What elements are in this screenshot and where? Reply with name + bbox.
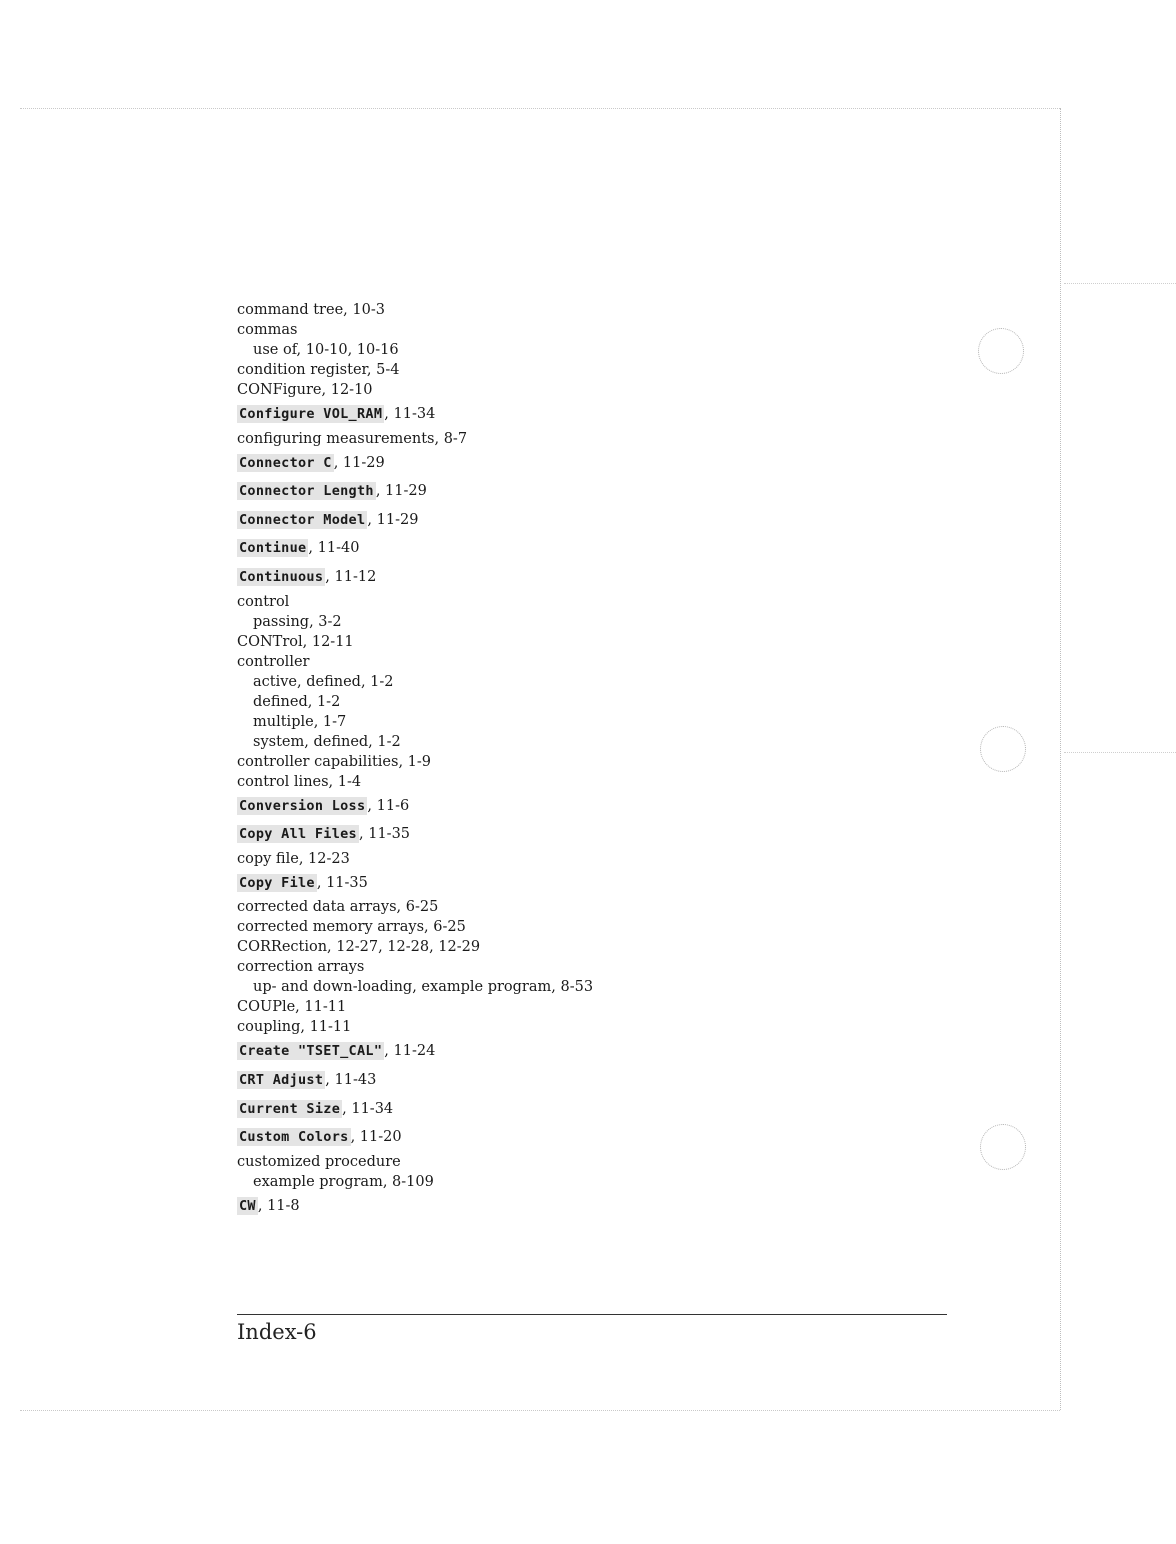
index-entry: [237, 477, 937, 506]
softkey-label: Copy File: [239, 874, 315, 891]
page-edge-top: [20, 108, 1060, 109]
softkey-label: Custom Colors: [239, 1129, 349, 1146]
index-entry: [237, 400, 937, 429]
softkey-label: Connector Model: [239, 511, 366, 528]
index-entry: [237, 534, 937, 563]
index-entry: [237, 917, 937, 937]
index-entry: [237, 937, 937, 957]
index-entry: [237, 360, 937, 380]
entry-text: , 11-20: [350, 1129, 402, 1146]
index-subentry: [237, 732, 937, 752]
entry-text: passing, 3-2: [253, 613, 342, 630]
entry-text: , 11-29: [375, 483, 427, 500]
entry-text: correction arrays: [237, 959, 365, 976]
index-entry: [237, 869, 937, 898]
entry-text: system, defined, 1-2: [253, 733, 401, 750]
binder-punch-hole: [978, 328, 1024, 374]
entry-text: , 11-29: [333, 454, 385, 471]
index-entry: [237, 1066, 937, 1095]
binder-punch-hole: [980, 1124, 1026, 1170]
entry-text: CONTrol, 12-11: [237, 633, 354, 650]
softkey-label: Conversion Loss: [239, 797, 366, 814]
softkey-label: Continuous: [239, 568, 324, 585]
index-entry: [237, 320, 937, 340]
index-entry: [237, 1152, 937, 1172]
index-entry: [237, 449, 937, 478]
entry-text: CONFigure, 12-10: [237, 382, 373, 398]
entry-text: controller capabilities, 1-9: [237, 753, 432, 770]
index-subentry: [237, 692, 937, 712]
index-entry: [237, 1037, 937, 1066]
footer-rule: [237, 1314, 947, 1315]
entry-text: corrected data arrays, 6-25: [237, 899, 439, 916]
page-edge-right: [1060, 108, 1061, 1410]
binder-punch-hole: [980, 726, 1026, 772]
entry-text: CORRection, 12-27, 12-28, 12-29: [237, 939, 481, 956]
index-subentry: [237, 1172, 937, 1192]
entry-text: multiple, 1-7: [253, 713, 347, 730]
index-entry: [237, 772, 937, 792]
softkey-label: Copy All Files: [239, 826, 357, 843]
index-entry: [237, 429, 937, 449]
entry-text: corrected memory arrays, 6-25: [237, 919, 466, 936]
index-entry: [237, 1123, 937, 1152]
entry-text: up- and down-loading, example program, 8-53: [253, 979, 594, 996]
entry-text: copy file, 12-23: [237, 850, 350, 867]
page-edge-bottom: [20, 1410, 1060, 1411]
entry-text: , 11-35: [316, 874, 368, 891]
entry-text: defined, 1-2: [253, 693, 341, 710]
index-entry: [237, 897, 937, 917]
index-subentry: [237, 340, 937, 360]
entry-text: , 11-35: [359, 826, 411, 843]
index-subentry: [237, 612, 937, 632]
softkey-label: Continue: [239, 540, 307, 557]
entry-text: configuring measurements, 8-7: [237, 430, 468, 447]
index-entry: [237, 792, 937, 821]
index-entry: [237, 1095, 937, 1124]
softkey-label: Current Size: [239, 1100, 341, 1117]
entry-text: command tree, 10-3: [237, 302, 385, 318]
index-entry: [237, 997, 937, 1017]
entry-text: controller: [237, 653, 310, 670]
index-entry: [237, 957, 937, 977]
entry-text: , 11-8: [257, 1197, 300, 1214]
entry-text: active, defined, 1-2: [253, 673, 394, 690]
entry-text: use of, 10-10, 10-16: [253, 342, 399, 358]
entry-text: COUPle, 11-11: [237, 999, 347, 1016]
entry-text: , 11-6: [367, 797, 410, 814]
softkey-label: CRT Adjust: [239, 1071, 324, 1088]
index-entry: [237, 380, 937, 400]
entry-text: , 11-29: [367, 511, 419, 528]
index-list: [237, 300, 937, 1220]
index-entry: [237, 300, 937, 320]
page-number: Index-6: [237, 1320, 317, 1344]
index-entry: [237, 1017, 937, 1037]
index-entry: [237, 849, 937, 869]
softkey-label: Connector Length: [239, 483, 374, 500]
entry-text: control: [237, 593, 290, 610]
entry-text: , 11-34: [342, 1100, 394, 1117]
index-entry: [237, 632, 937, 652]
index-subentry: [237, 977, 937, 997]
softkey-label: Connector C: [239, 454, 332, 471]
entry-text: , 11-24: [384, 1043, 436, 1060]
entry-text: condition register, 5-4: [237, 362, 400, 378]
index-entry: [237, 820, 937, 849]
entry-text: coupling, 11-11: [237, 1019, 352, 1036]
softkey-label: Create "TSET_CAL": [239, 1043, 383, 1060]
index-subentry: [237, 712, 937, 732]
entry-text: example program, 8-109: [253, 1173, 434, 1190]
index-entry: [237, 563, 937, 592]
index-entry: [237, 652, 937, 672]
entry-text: commas: [237, 322, 298, 338]
tab-divider-line: [1064, 283, 1176, 284]
entry-text: customized procedure: [237, 1153, 401, 1170]
index-entry: [237, 506, 937, 535]
entry-text: , 11-12: [325, 568, 377, 585]
entry-text: control lines, 1-4: [237, 773, 362, 790]
index-entry: [237, 592, 937, 612]
softkey-label: CW: [239, 1197, 256, 1214]
tab-divider-line: [1064, 752, 1176, 753]
index-entry: [237, 752, 937, 772]
entry-text: , 11-40: [308, 540, 360, 557]
index-entry: [237, 1192, 937, 1221]
entry-text: , 11-43: [325, 1071, 377, 1088]
index-subentry: [237, 672, 937, 692]
softkey-label: Configure VOL_RAM: [239, 406, 383, 422]
entry-text: , 11-34: [384, 406, 436, 422]
